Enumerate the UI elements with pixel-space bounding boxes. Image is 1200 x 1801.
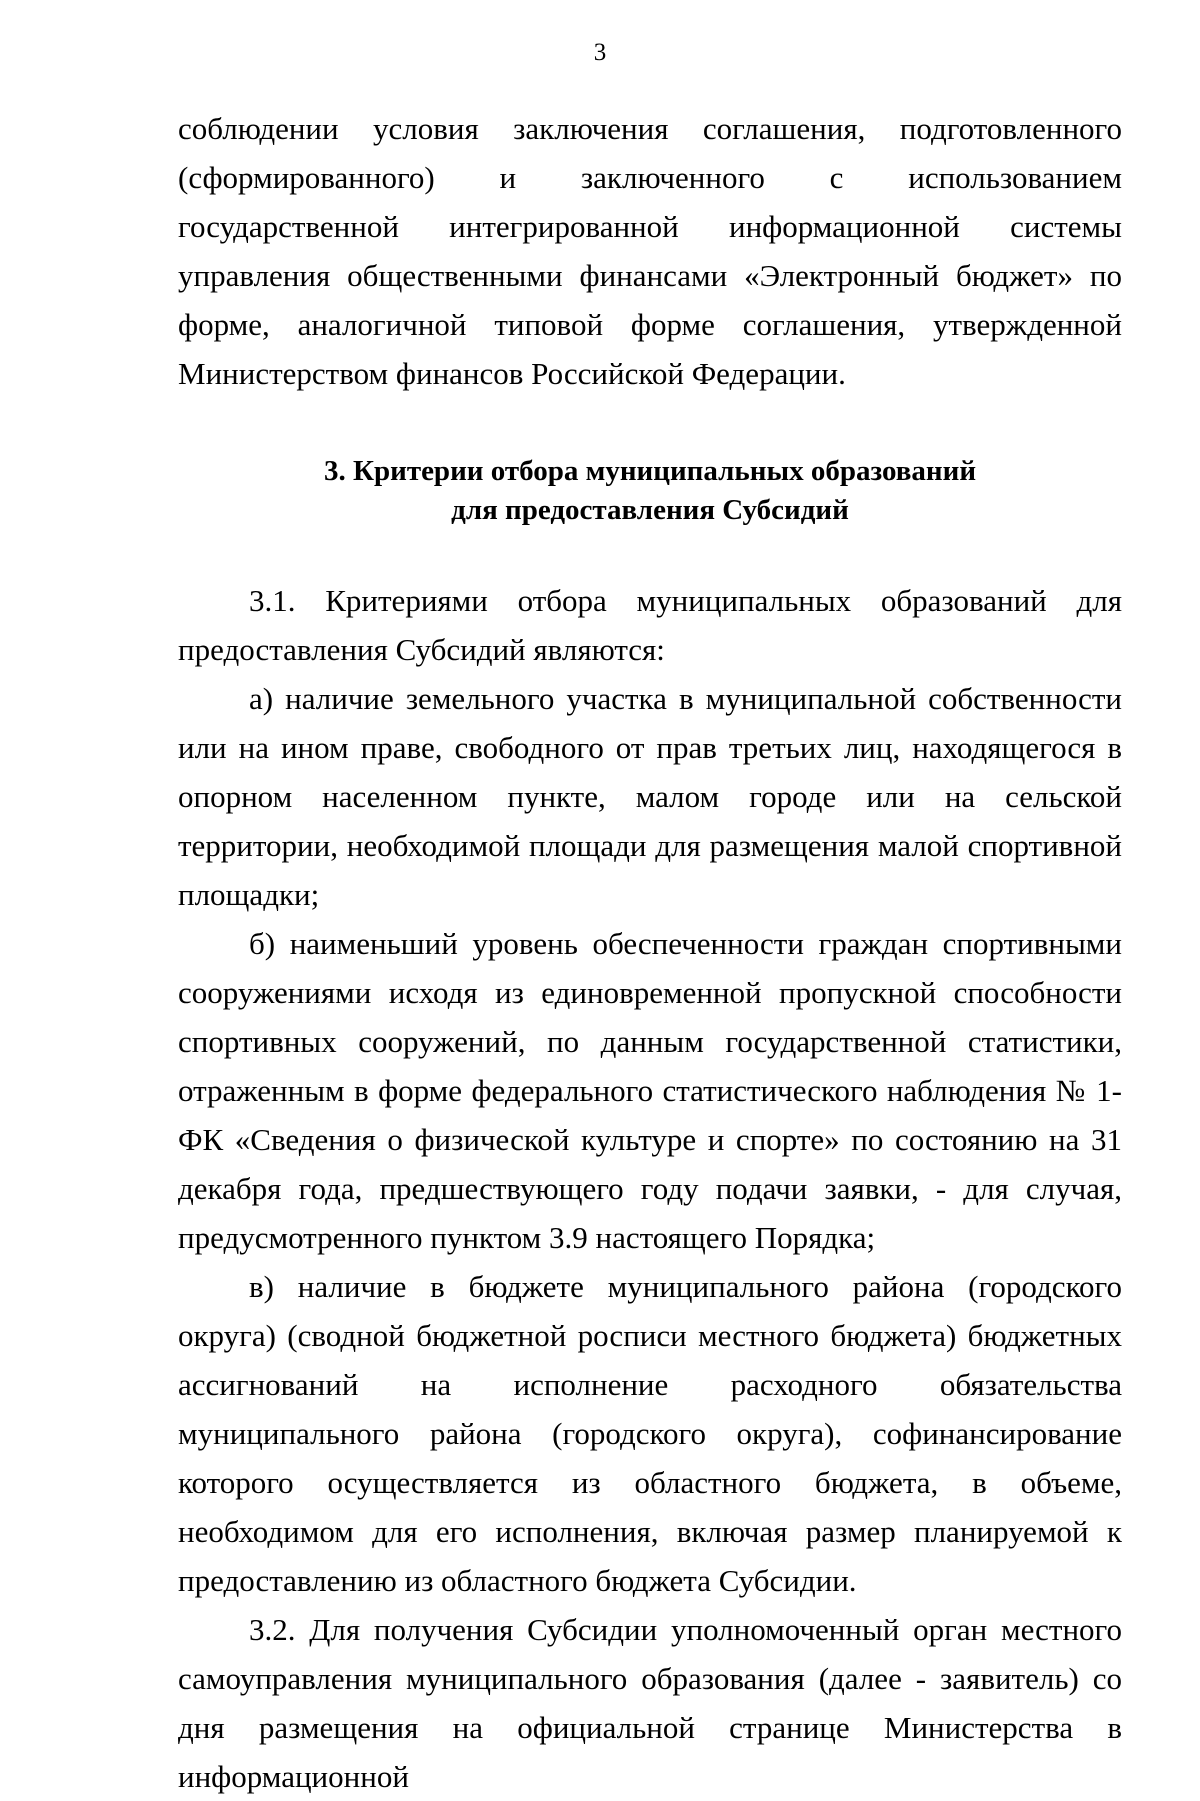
section-title-line-2: для предоставления Субсидий <box>451 494 849 526</box>
paragraph-item-b: б) наименьший уровень обеспеченности граждан спортивными сооружениями исходя из единовременной пропускной способности спортивных сооружений, по данным государственной статистики, отраженным в форме федерального статистического наблюдения № 1-ФК «Сведения о физической культуре и спорте» по состоянию на 31 декабря года, предшествующего году подачи заявки, - для случая, предусмотренного пунктом 3.9 настоящего Порядка; <box>178 926 1122 1255</box>
continuation-paragraph: соблюдении условия заключения соглашения, подготовленного (сформированного) и заключенного с использованием государственной интегрированной информационной системы управления общественными финансами «Электронный бюджет» по форме, аналогичной типовой форме соглашения, утвержденной Министерством финансов Российской Федерации. <box>178 111 1122 391</box>
paragraph-item-a: а) наличие земельного участка в муниципальной собственности или на ином праве, свободного от прав третьих лиц, находящегося в опорном населенном пункте, малом городе или на сельской территории, необходимой площади для размещения малой спортивной площадки; <box>178 681 1122 912</box>
page-number: 3 <box>593 39 607 66</box>
paragraph-3-2: 3.2. Для получения Субсидии уполномоченный орган местного самоуправления муниципального образования (далее - заявитель) со дня размещения на официальной странице Министерства в информационной <box>178 1612 1122 1794</box>
section-title-line-1: 3. Критерии отбора муниципальных образований <box>323 455 977 487</box>
paragraph-3-1: 3.1. Критериями отбора муниципальных образований для предоставления Субсидий являются: <box>178 583 1122 667</box>
paragraph-item-v: в) наличие в бюджете муниципального района (городского округа) (сводной бюджетной росписи местного бюджета) бюджетных ассигнований на исполнение расходного обязательства муниципального района (городского округа), софинансирование которого осуществляется из областного бюджета, в объеме, необходимом для его исполнения, включая размер планируемой к предоставлению из областного бюджета Субсидии. <box>178 1269 1122 1598</box>
section-heading <box>178 452 1122 530</box>
document-body <box>178 104 1122 1801</box>
